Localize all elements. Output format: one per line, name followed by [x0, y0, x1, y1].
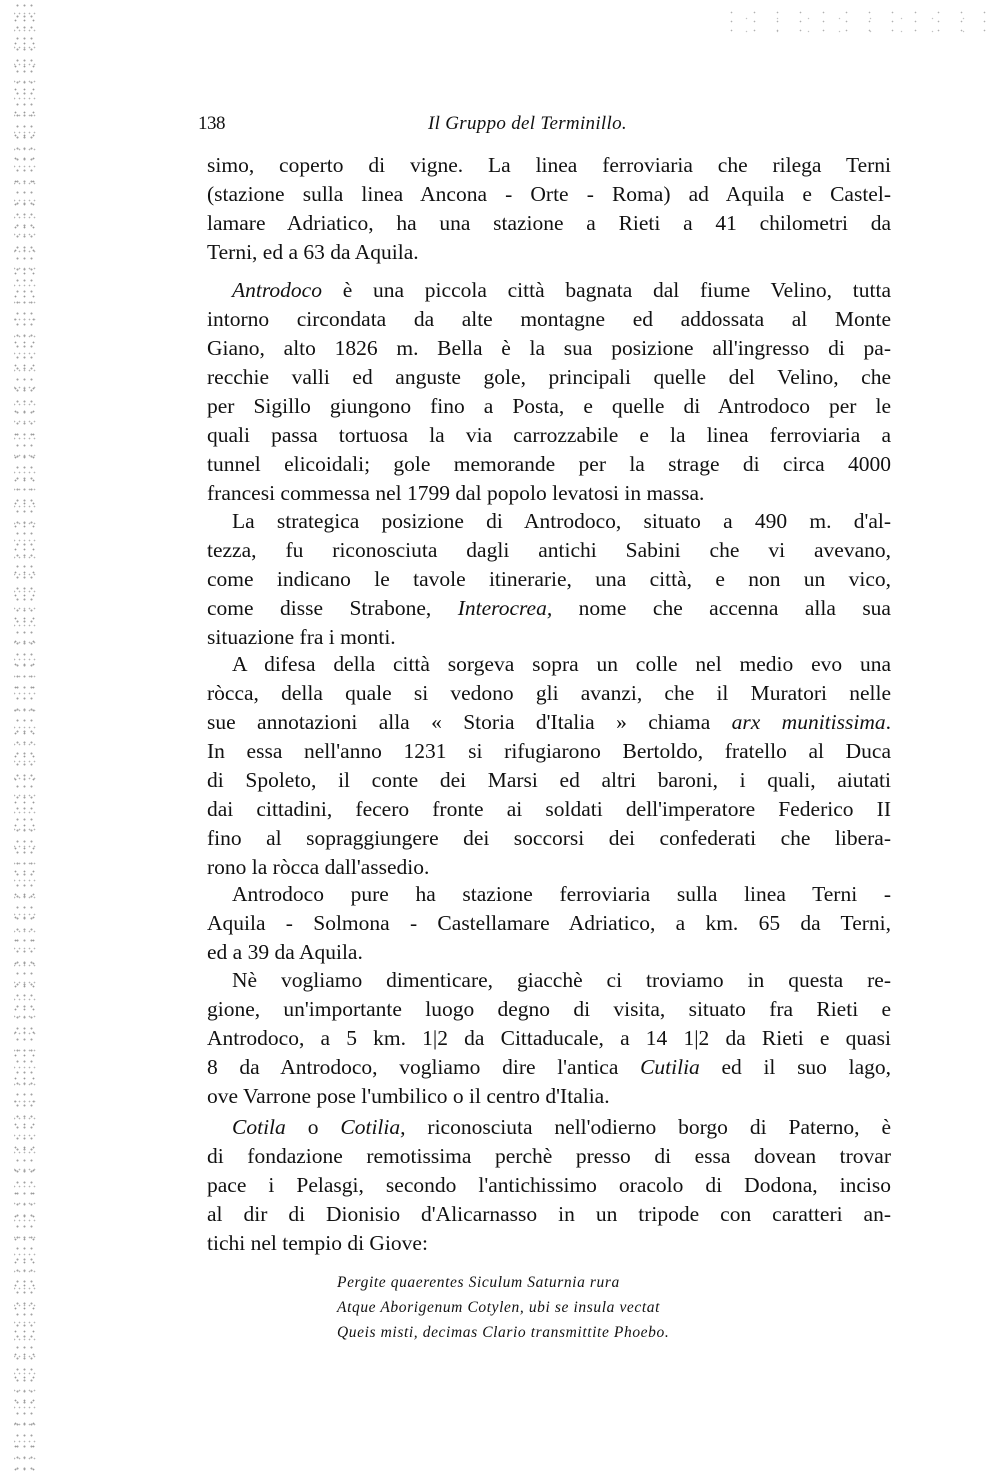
text-line: ròcca, della quale si vedono gli avanzi, che il Muratori nelle — [207, 681, 891, 705]
text-line: simo, coperto di vigne. La linea ferroviaria che rilega Terni — [207, 153, 891, 177]
text-line: La strategica posizione di Antrodoco, situato a 490 m. d'al- — [232, 509, 891, 533]
text-line — [232, 1113, 891, 1142]
text-run: riconosciuta nell'odierno borgo di Paterno, è — [405, 1115, 892, 1139]
text-run: nome che accenna alla sua — [552, 596, 891, 620]
text-line: di fondazione remotissima perchè presso di essa dovean trovar — [207, 1144, 891, 1168]
text-run: come disse Strabone, — [207, 596, 458, 620]
text-run: è una piccola città bagnata dal fiume Velino, tutta — [321, 278, 891, 302]
text-line: intorno circondata da alte montagne ed addossata al Monte — [207, 307, 891, 331]
text-line: tezza, fu riconosciuta dagli antichi Sabini che vi avevano, — [207, 538, 891, 562]
text-line: al dir di Dionisio d'Alicarnasso in un tripode con caratteri an- — [207, 1202, 891, 1226]
running-head: Il Gruppo del Terminillo. — [428, 113, 627, 134]
text-line: francesi commessa nel 1799 dal popolo levatosi in massa. — [207, 481, 705, 505]
text-line: di Spoleto, il conte dei Marsi ed altri baroni, i quali, aiutati — [207, 768, 891, 792]
text-line: Giano, alto 1826 m. Bella è la sua posizione all'ingresso di pa- — [207, 336, 891, 360]
text-line: rono la ròcca dall'assedio. — [207, 855, 430, 879]
scan-noise-left-margin — [14, 0, 36, 1474]
text-line: ed a 39 da Aquila. — [207, 940, 363, 964]
text-line: Nè vogliamo dimenticare, giacchè ci troviamo in questa re- — [232, 968, 891, 992]
text-line: Antrodoco pure ha stazione ferroviaria sulla linea Terni - — [232, 882, 891, 906]
text-line — [207, 594, 891, 623]
text-line: tunnel elicoidali; gole memorande per la strage di circa 4000 — [207, 452, 891, 476]
scan-noise-top-edge — [720, 8, 990, 38]
text-run: 8 da Antrodoco, vogliamo dire l'antica — [207, 1055, 641, 1079]
italic-term: Cutilia — [640, 1055, 700, 1079]
text-line: ove Varrone pose l'umbilico o il centro d'Italia. — [207, 1084, 610, 1108]
italic-term: arx munitissima — [731, 710, 886, 734]
italic-term: Cotilia, — [340, 1115, 406, 1139]
text-line — [207, 708, 891, 737]
text-line: tichi nel tempio di Giove: — [207, 1231, 428, 1255]
italic-term: Interocrea, — [457, 596, 553, 620]
text-line: lamare Adriatico, ha una stazione a Rieti a 41 chilometri da — [207, 211, 891, 235]
verse-line: Pergite quaerentes Siculum Saturnia rura — [337, 1274, 620, 1291]
text-line: pace i Pelasgi, secondo l'antichissimo oracolo di Dodona, inciso — [207, 1173, 891, 1197]
text-line: Antrodoco, a 5 km. 1|2 da Cittaducale, a 14 1|2 da Rieti e quasi — [207, 1026, 891, 1050]
text-line: come indicano le tavole itinerarie, una città, e non un vico, — [207, 567, 891, 591]
text-line: gione, un'importante luogo degno di visita, situato fra Rieti e — [207, 997, 891, 1021]
text-line — [232, 276, 891, 305]
text-run: . — [885, 710, 891, 734]
text-line: per Sigillo giungono fino a Posta, e quelle di Antrodoco per le — [207, 394, 891, 418]
text-line: Terni, ed a 63 da Aquila. — [207, 240, 419, 264]
text-line: situazione fra i monti. — [207, 625, 396, 649]
italic-term: Antrodoco — [232, 278, 322, 302]
text-line: A difesa della città sorgeva sopra un colle nel medio evo una — [232, 652, 891, 676]
page-header — [198, 113, 900, 137]
text-line: dai cittadini, fecero fronte ai soldati dell'imperatore Federico II — [207, 797, 891, 821]
text-line: fino al sopraggiungere dei soccorsi dei confederati che libera- — [207, 826, 891, 850]
text-line: Aquila - Solmona - Castellamare Adriatico, a km. 65 da Terni, — [207, 911, 891, 935]
verse-line: Atque Aborigenum Cotylen, ubi se insula vectat — [337, 1299, 661, 1316]
text-line: In essa nell'anno 1231 si rifugiarono Bertoldo, fratello al Duca — [207, 739, 891, 763]
text-run: ed il suo lago, — [699, 1055, 892, 1079]
text-run: o — [285, 1115, 341, 1139]
italic-term: Cotila — [232, 1115, 286, 1139]
text-line: (stazione sulla linea Ancona - Orte - Roma) ad Aquila e Castel- — [207, 182, 891, 206]
text-line — [207, 1053, 891, 1082]
text-run: sue annotazioni alla « Storia d'Italia » chiama — [207, 710, 732, 734]
text-line: quali passa tortuosa la via carrozzabile e la linea ferroviaria a — [207, 423, 891, 447]
verse-line: Queis misti, decimas Clario transmittite Phoebo. — [337, 1324, 670, 1341]
page-number: 138 — [198, 113, 225, 134]
text-line: recchie valli ed anguste gole, principali quelle del Velino, che — [207, 365, 891, 389]
